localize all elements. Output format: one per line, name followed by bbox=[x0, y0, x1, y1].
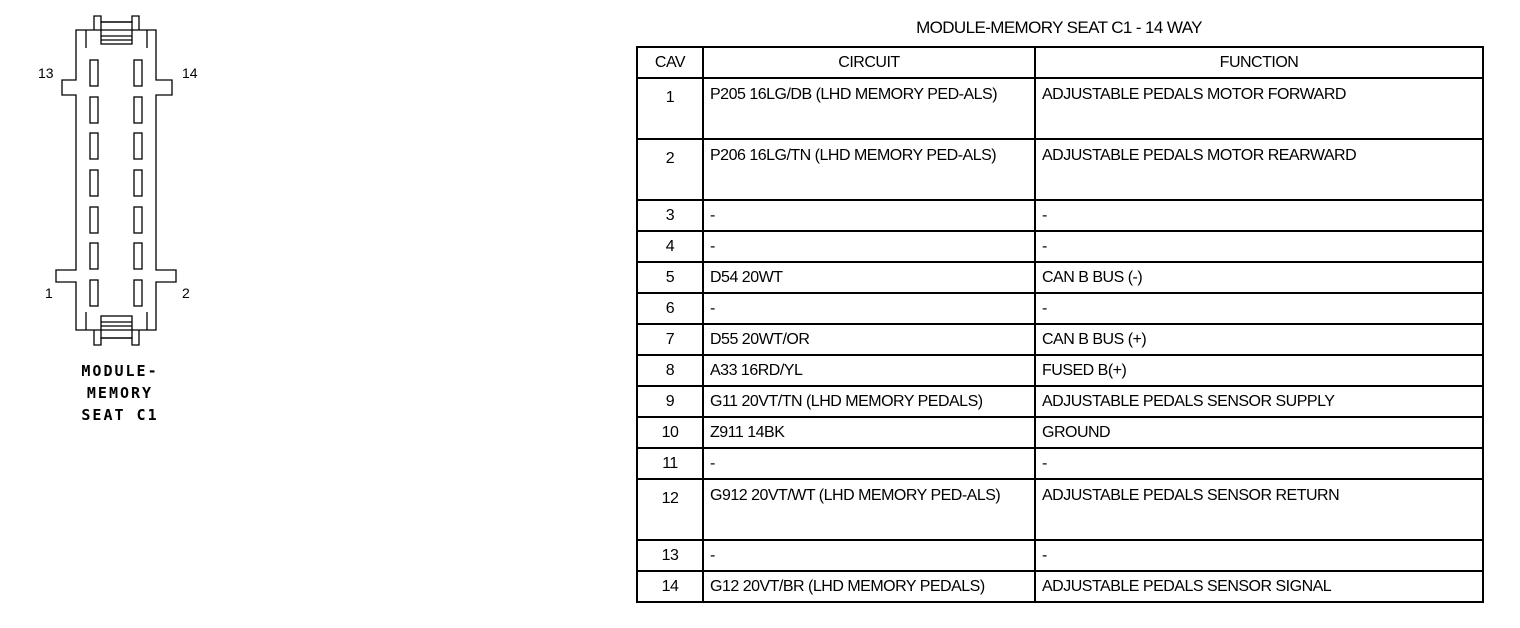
cav-cell: 9 bbox=[637, 386, 703, 417]
pin-label-13: 13 bbox=[38, 65, 54, 81]
table-row bbox=[637, 231, 1483, 262]
table-row bbox=[637, 78, 1483, 139]
cav-cell: 12 bbox=[637, 479, 703, 540]
connector-name-line: SEAT C1 bbox=[81, 406, 159, 424]
header-circuit: CIRCUIT bbox=[703, 47, 1035, 78]
function-cell: ADJUSTABLE PEDALS SENSOR SIGNAL bbox=[1035, 571, 1483, 602]
function-cell: ADJUSTABLE PEDALS MOTOR FORWARD bbox=[1035, 78, 1483, 139]
function-cell: ADJUSTABLE PEDALS MOTOR REARWARD bbox=[1035, 139, 1483, 200]
function-cell: CAN B BUS (-) bbox=[1035, 262, 1483, 293]
pin-label-1: 1 bbox=[45, 285, 53, 301]
pin-label-2: 2 bbox=[182, 285, 190, 301]
cav-cell: 2 bbox=[637, 139, 703, 200]
function-cell: FUSED B(+) bbox=[1035, 355, 1483, 386]
pin-label-14: 14 bbox=[182, 65, 198, 81]
cav-cell: 7 bbox=[637, 324, 703, 355]
connector-diagram bbox=[0, 0, 240, 360]
table-row bbox=[637, 355, 1483, 386]
cav-cell: 5 bbox=[637, 262, 703, 293]
circuit-cell: D55 20WT/OR bbox=[703, 324, 1035, 355]
function-cell: - bbox=[1035, 540, 1483, 571]
function-cell: CAN B BUS (+) bbox=[1035, 324, 1483, 355]
cavity-column-right bbox=[134, 60, 142, 306]
function-cell: - bbox=[1035, 231, 1483, 262]
circuit-cell: P206 16LG/TN (LHD MEMORY PED-ALS) bbox=[703, 139, 1035, 200]
circuit-cell: G12 20VT/BR (LHD MEMORY PEDALS) bbox=[703, 571, 1035, 602]
table-header-row bbox=[637, 47, 1483, 78]
circuit-cell: - bbox=[703, 448, 1035, 479]
cav-cell: 8 bbox=[637, 355, 703, 386]
connector-name-line: MEMORY bbox=[86, 384, 154, 402]
circuit-cell: G912 20VT/WT (LHD MEMORY PED-ALS) bbox=[703, 479, 1035, 540]
table-row bbox=[637, 448, 1483, 479]
circuit-cell: - bbox=[703, 231, 1035, 262]
cav-cell: 4 bbox=[637, 231, 703, 262]
table-row bbox=[637, 479, 1483, 540]
header-function: FUNCTION bbox=[1035, 47, 1483, 78]
circuit-cell: P205 16LG/DB (LHD MEMORY PED-ALS) bbox=[703, 78, 1035, 139]
cav-cell: 6 bbox=[637, 293, 703, 324]
header-cav: CAV bbox=[637, 47, 703, 78]
pinout-table bbox=[636, 46, 1484, 603]
function-cell: ADJUSTABLE PEDALS SENSOR RETURN bbox=[1035, 479, 1483, 540]
cav-cell: 10 bbox=[637, 417, 703, 448]
table-row bbox=[637, 324, 1483, 355]
circuit-cell: A33 16RD/YL bbox=[703, 355, 1035, 386]
table-row bbox=[637, 262, 1483, 293]
cav-cell: 13 bbox=[637, 540, 703, 571]
cav-cell: 1 bbox=[637, 78, 703, 139]
circuit-cell: Z911 14BK bbox=[703, 417, 1035, 448]
circuit-cell: G11 20VT/TN (LHD MEMORY PEDALS) bbox=[703, 386, 1035, 417]
cav-cell: 14 bbox=[637, 571, 703, 602]
table-row bbox=[637, 540, 1483, 571]
function-cell: GROUND bbox=[1035, 417, 1483, 448]
circuit-cell: - bbox=[703, 293, 1035, 324]
cavity-column-left bbox=[90, 60, 98, 306]
function-cell: - bbox=[1035, 200, 1483, 231]
circuit-cell: - bbox=[703, 200, 1035, 231]
circuit-cell: - bbox=[703, 540, 1035, 571]
function-cell: ADJUSTABLE PEDALS SENSOR SUPPLY bbox=[1035, 386, 1483, 417]
connector-name bbox=[40, 360, 200, 426]
table-row bbox=[637, 200, 1483, 231]
table-row bbox=[637, 571, 1483, 602]
connector-outline bbox=[56, 30, 176, 330]
table-row bbox=[637, 417, 1483, 448]
table-row bbox=[637, 139, 1483, 200]
connector-name-line: MODULE- bbox=[81, 362, 159, 380]
function-cell: - bbox=[1035, 293, 1483, 324]
circuit-cell: D54 20WT bbox=[703, 262, 1035, 293]
table-row bbox=[637, 293, 1483, 324]
function-cell: - bbox=[1035, 448, 1483, 479]
table-title: MODULE-MEMORY SEAT C1 - 14 WAY bbox=[916, 18, 1202, 37]
table-row bbox=[637, 386, 1483, 417]
cav-cell: 11 bbox=[637, 448, 703, 479]
cav-cell: 3 bbox=[637, 200, 703, 231]
